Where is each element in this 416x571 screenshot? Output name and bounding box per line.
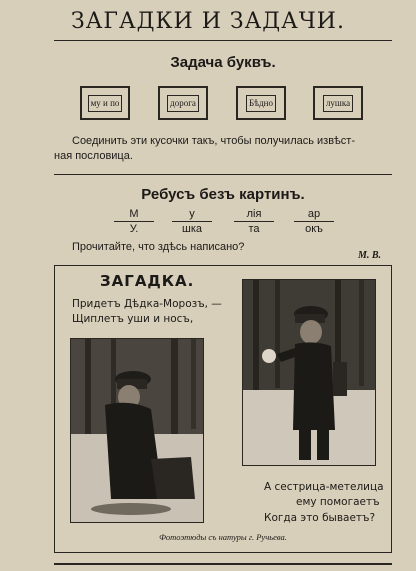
rebus-fraction-2 xyxy=(172,208,212,235)
photo-child-snowball-image xyxy=(243,280,376,466)
photo-child-crouching-image xyxy=(71,339,204,523)
riddle-line-3: А сестрица-метелица xyxy=(264,481,384,493)
section-rule xyxy=(54,174,392,175)
riddle-line-1: Придетъ Дѣдка-Морозъ, — xyxy=(72,298,222,310)
bottom-rule xyxy=(54,563,392,565)
riddle-line-5: Когда это бываетъ? xyxy=(264,512,376,524)
rebus-fraction-1-bottom: У. xyxy=(129,223,139,235)
rebus-signature: М. В. xyxy=(358,250,382,261)
letters-task-instruction-2: ная пословица. xyxy=(54,150,133,162)
rebus-fraction-1 xyxy=(114,208,154,235)
rebus-fraction-1-top: М xyxy=(114,208,154,222)
letter-piece-1 xyxy=(80,86,130,120)
rebus-fraction-4 xyxy=(294,208,334,235)
letter-piece-3-text: Бѣдно xyxy=(246,95,276,112)
rebus-fraction-3 xyxy=(234,208,274,235)
letters-task-instruction-1: Соединить эти кусочки такъ, чтобы получилась извѣст- xyxy=(72,135,355,147)
rebus-fraction-2-bottom: шка xyxy=(182,223,202,235)
riddle-line-2: Щиплетъ уши и носъ, xyxy=(72,313,194,325)
photo-child-snowball xyxy=(242,279,376,466)
letter-piece-4 xyxy=(313,86,363,120)
riddle-heading: ЗАГАДКА. xyxy=(100,272,195,290)
letter-piece-1-text: му и по xyxy=(88,95,123,112)
rebus-fraction-3-top: лія xyxy=(234,208,274,222)
rebus-prompt: Прочитайте, что здѣсь написано? xyxy=(72,241,245,253)
riddle-line-4: ему помогаетъ xyxy=(296,496,380,508)
letter-piece-2 xyxy=(158,86,208,120)
letter-piece-2-text: дорога xyxy=(167,95,199,112)
letter-piece-4-text: лушка xyxy=(323,95,353,112)
rebus-fraction-4-top: ар xyxy=(294,208,334,222)
rebus-fraction-3-bottom: та xyxy=(248,223,260,235)
header-rule xyxy=(54,40,392,41)
letter-piece-3 xyxy=(236,86,286,120)
photo-caption: Фотоэтюды съ натуры г. Ручьева. xyxy=(159,532,287,542)
page-title: ЗАГАДКИ И ЗАДАЧИ. xyxy=(71,9,345,34)
photo-child-crouching xyxy=(70,338,204,523)
letters-task-title: Задача буквъ. xyxy=(170,54,276,71)
rebus-title: Ребусъ безъ картинъ. xyxy=(141,186,305,203)
rebus-fraction-2-top: у xyxy=(172,208,212,222)
rebus-fraction-4-bottom: окъ xyxy=(305,223,323,235)
